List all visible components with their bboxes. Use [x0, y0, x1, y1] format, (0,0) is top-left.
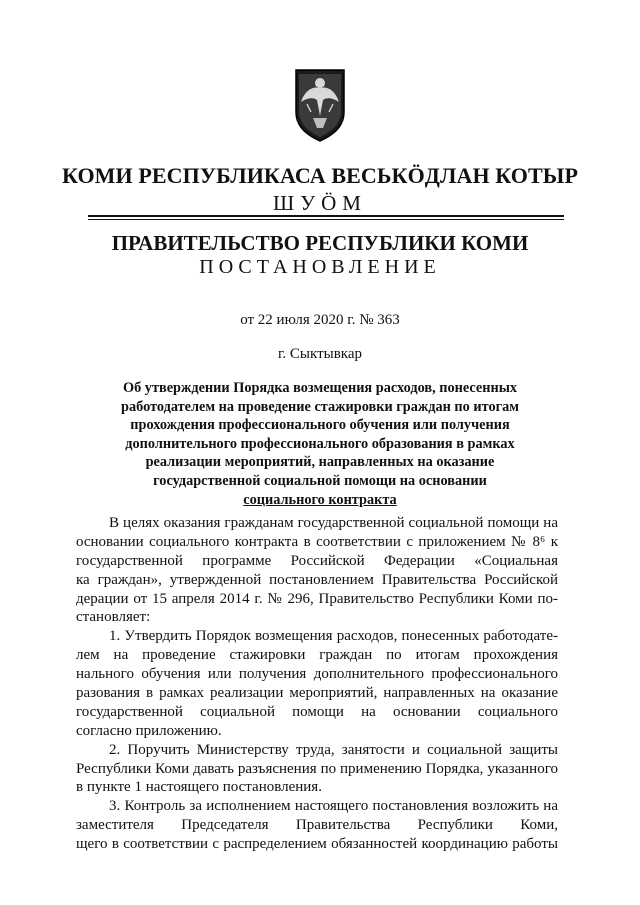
document-body: [76, 514, 558, 854]
document-city: г. Сыктывкар: [277, 346, 363, 362]
body-line: становляет:: [76, 609, 151, 626]
komi-header-subtitle: ШУӦМ: [273, 191, 367, 215]
body-line: дерации от 15 апреля 2014 г. № 296, Правительство Республики Коми по-: [76, 590, 558, 607]
body-line: согласно приложению.: [76, 722, 222, 739]
coat-of-arms-emblem: [293, 68, 347, 142]
document-date-number: от 22 июля 2020 г. № 363: [240, 312, 400, 328]
title-line: Об утверждении Порядка возмещения расходов, понесенных: [122, 380, 518, 396]
body-line: 3. Контроль за исполнением настоящего постановления возложить на: [109, 798, 558, 815]
body-line: ка граждан», утвержденной постановлением Правительства Российской: [76, 571, 558, 588]
body-line: щего в соответствии с распределением обязанностей координацию работы: [76, 836, 558, 853]
body-line: В целях оказания гражданам государственной социальной помощи на: [109, 515, 558, 531]
title-line: государственной социальной помощи на основании: [153, 472, 487, 489]
title-line: дополнительного профессионального образования в рамках: [125, 435, 515, 452]
body-line: государственной социальной помощи на основании социального: [76, 703, 558, 720]
title-line: реализации мероприятий, направленных на оказание: [145, 454, 495, 471]
body-line: основании социального контракта в соответствии с приложением № 8⁶ к: [76, 533, 558, 550]
body-line: лем на проведение стажировки граждан по итогам прохождения: [76, 647, 558, 664]
title-line: работодателем на проведение стажировки граждан по итогам: [121, 398, 519, 415]
header-divider-thin: [88, 219, 564, 220]
body-line: заместителя Председателя Правительства Республики Коми,: [76, 817, 558, 834]
header-divider: [88, 215, 564, 217]
body-line: государственной программе Российской Федерации «Социальная: [76, 552, 558, 569]
government-title: ПРАВИТЕЛЬСТВО РЕСПУБЛИКИ КОМИ: [111, 231, 529, 255]
document-title: [100, 379, 540, 509]
body-line: 1. Утвердить Порядок возмещения расходов, понесенных работодате-: [109, 628, 558, 645]
body-line: 2. Поручить Министерству труда, занятости и социальной защиты: [109, 741, 558, 758]
body-line: нального обучения или получения дополнительного профессионального: [76, 666, 558, 683]
title-line-underlined: социального контракта: [243, 491, 397, 508]
title-line: прохождения профессионального обучения или получения: [130, 417, 510, 434]
body-line: в пункте 1 настоящего постановления.: [76, 779, 322, 796]
body-line: разования в рамках реализации мероприятий, направленных на оказание: [76, 685, 558, 702]
komi-header-title: КОМИ РЕСПУБЛИКАСА ВЕСЬКӦДЛАН КОТЫР: [61, 163, 579, 188]
body-line: Республики Коми давать разъяснения по применению Порядка, указанного: [76, 760, 558, 777]
document-type: ПОСТАНОВЛЕНИЕ: [199, 256, 441, 278]
